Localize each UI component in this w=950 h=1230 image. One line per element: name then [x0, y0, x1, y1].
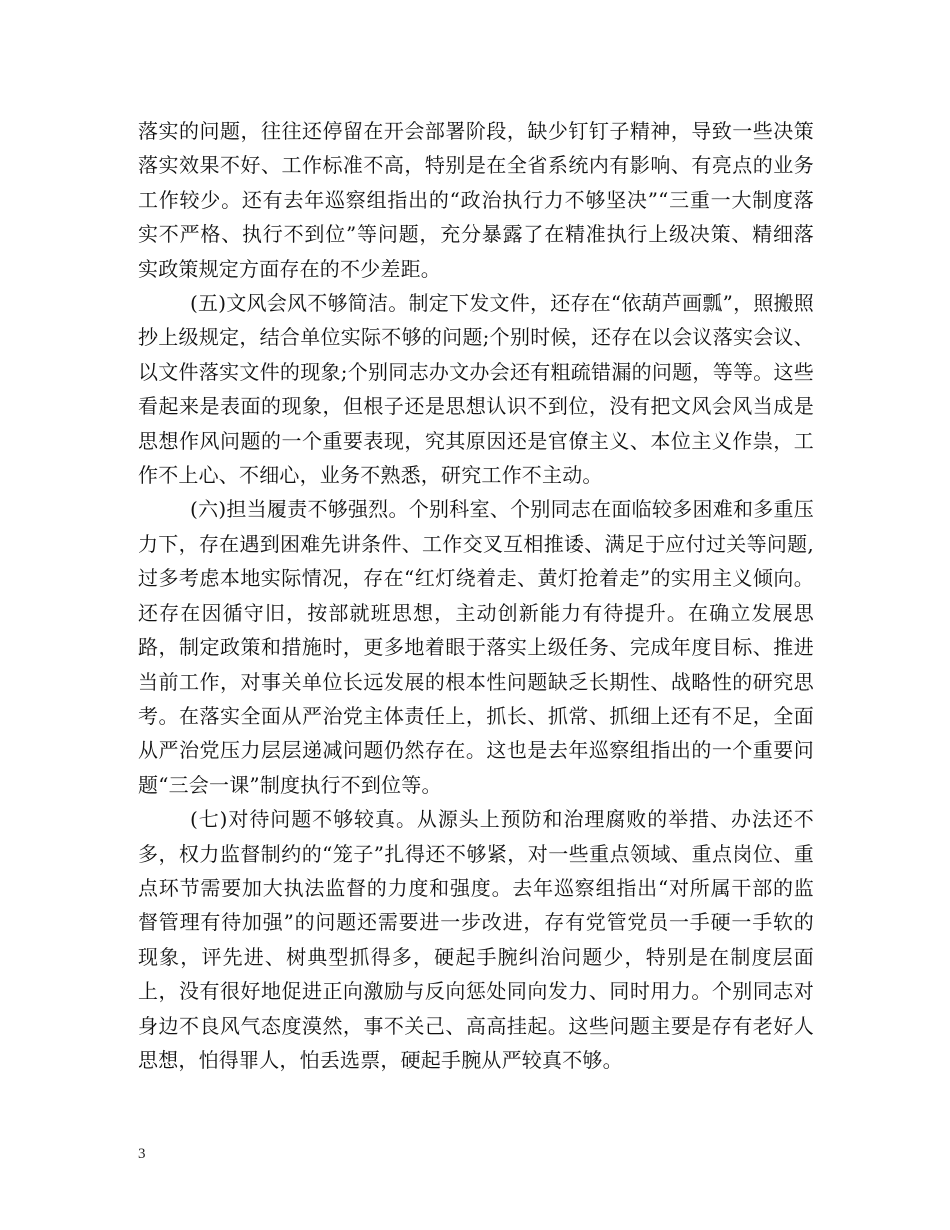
paragraph-continuation: 落实的问题，往往还停留在开会部署阶段，缺少钉钉子精神，导致一些决策落实效果不好、工作标准不高，特别是在全省系统内有影响、有亮点的业务工作较少。还有去年巡察组指出的“政治执行力不够坚决”“三重一大制度落实不严格、执行不到位”等问题，充分暴露了在精准执行上级决策、精细落实政策规定方面存在的不少差距。 — [138, 119, 814, 281]
paragraph-section-7: (七)对待问题不够较真。从源头上预防和治理腐败的举措、办法还不多，权力监督制约的“笼子”扎得还不够紧，对一些重点领域、重点岗位、重点环节需要加大执法监督的力度和强度。去年巡察组指出“对所属干部的监督管理有待加强”的问题还需要进一步改进，存有党管党员一手硬一手软的现象，评先进、树典型抓得多，硬起手腕纠治问题少，特别是在制度层面上，没有很好地促进正向激励与反向惩处同向发力、同时用力。个别同志对身边不良风气态度漠然，事不关己、高高挂起。这些问题主要是存有老好人思想，怕得罪人，怕丢选票，硬起手腕从严较真不够。 — [138, 807, 814, 1072]
document-body — [138, 114, 814, 1077]
page-number: 3 — [138, 1146, 146, 1162]
paragraph-section-6: (六)担当履责不够强烈。个别科室、个别同志在面临较多困难和多重压力下，存在遇到困难先讲条件、工作交叉互相推诿、满足于应付过关等问题,过多考虑本地实际情况，存在“红灯绕着走、黄灯抢着走”的实用主义倾向。还存在因循守旧，按部就班思想，主动创新能力有待提升。在确立发展思路，制定政策和措施时，更多地着眼于落实上级任务、完成年度目标、推进当前工作，对事关单位长远发展的根本性问题缺乏长期性、战略性的研究思考。在落实全面从严治党主体责任上，抓长、抓常、抓细上还有不足，全面从严治党压力层层递减问题仍然存在。这也是去年巡察组指出的一个重要问题“三会一课”制度执行不到位等。 — [138, 497, 814, 797]
paragraph-section-5: (五)文风会风不够简洁。制定下发文件，还存在“依葫芦画瓢”，照搬照抄上级规定，结合单位实际不够的问题;个别时候，还存在以会议落实会议、以文件落实文件的现象;个别同志办文办会还有粗疏错漏的问题，等等。这些看起来是表面的现象，但根子还是思想认识不到位，没有把文风会风当成是思想作风问题的一个重要表现，究其原因还是官僚主义、本位主义作祟，工作不上心、不细心，业务不熟悉，研究工作不主动。 — [138, 291, 814, 488]
